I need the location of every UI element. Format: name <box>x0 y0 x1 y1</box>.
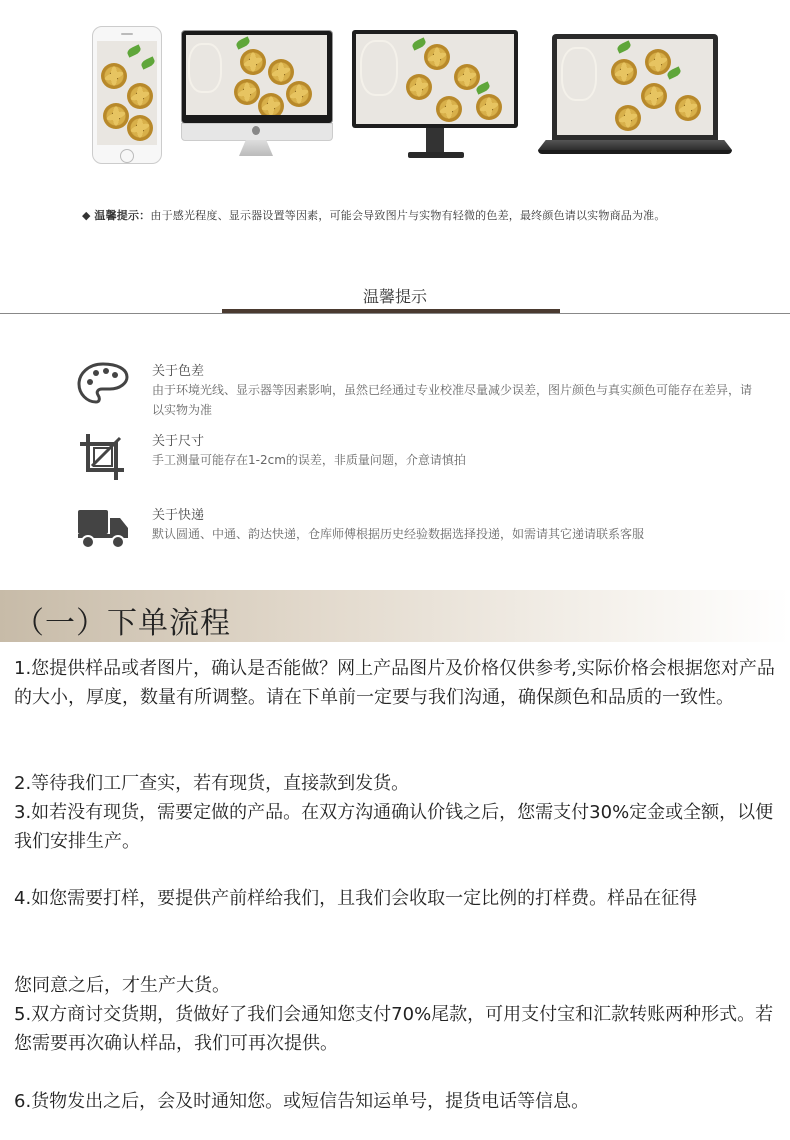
tip-title: 关于快递 <box>152 508 205 523</box>
section-title: （一）下单流程 <box>14 606 231 641</box>
tip-description: 手工测量可能存在1-2cm的误差，非质量问题，介意请慎拍 <box>152 453 466 467</box>
tips-header-accent-bar <box>222 309 560 313</box>
tips-header-title: 温馨提示 <box>362 287 427 306</box>
step-4: 4.如您需要打样，要提供产前样给我们，且我们会收取一定比例的打样费。样品在征得 <box>14 888 698 909</box>
apple-logo-icon <box>252 126 260 135</box>
tip-description: 默认圆通、中通、韵达快递，仓库师傅根据历史经验数据选择投递，如需请其它递请联系客服 <box>152 527 645 541</box>
tip-title: 关于色差 <box>152 364 205 379</box>
imac-device <box>181 30 333 160</box>
monitor-device <box>352 30 520 162</box>
step-1: 1.您提供样品或者图片，确认是否能做？网上产品图片及价格仅供参考,实际价格会根据您对产品的大小，厚度，数量有所调整。请在下单前一定要与我们沟通，确保颜色和品质的一致性。 <box>14 658 775 708</box>
crop-icon <box>76 432 130 482</box>
device-preview-strip <box>0 0 790 180</box>
tip-description: 由于环境光线、显示器等因素影响，虽然已经通过专业校准尽量减少误差，图片颜色与真实颜色可能存在差异，请以实物为准 <box>152 383 753 417</box>
notice-label: 温馨提示： <box>94 209 151 222</box>
order-process-header <box>0 590 790 642</box>
diamond-bullet-icon: ◆ <box>82 209 91 222</box>
step-6: 6.货物发出之后，会及时通知您。或短信告知运单号，提货电话等信息。 <box>14 1091 590 1112</box>
step-4-continued: 您同意之后，才生产大货。 <box>14 975 230 996</box>
step-2: 2.等待我们工厂查实，若有现货，直接款到发货。 <box>14 773 410 794</box>
step-3: 3.如若没有现货，需要定做的产品。在双方沟通确认价钱之后，您需支付30%定金或全额，以便我们安排生产。 <box>14 802 774 852</box>
tips-header-divider <box>0 313 790 314</box>
notice-text: 由于感光程度、显示器设置等因素，可能会导致图片与实物有轻微的色差，最终颜色请以实物商品为准。 <box>150 209 666 222</box>
truck-icon <box>76 504 130 554</box>
phone-device <box>92 26 162 164</box>
palette-icon <box>76 360 130 410</box>
tip-title: 关于尺寸 <box>152 434 205 449</box>
laptop-device <box>538 34 732 158</box>
step-5: 5.双方商讨交货期，货做好了我们会通知您支付70%尾款，可用支付宝和汇款转账两种形式。若您需要再次确认样品，我们可再次提供。 <box>14 1004 774 1054</box>
color-difference-notice <box>82 207 666 223</box>
